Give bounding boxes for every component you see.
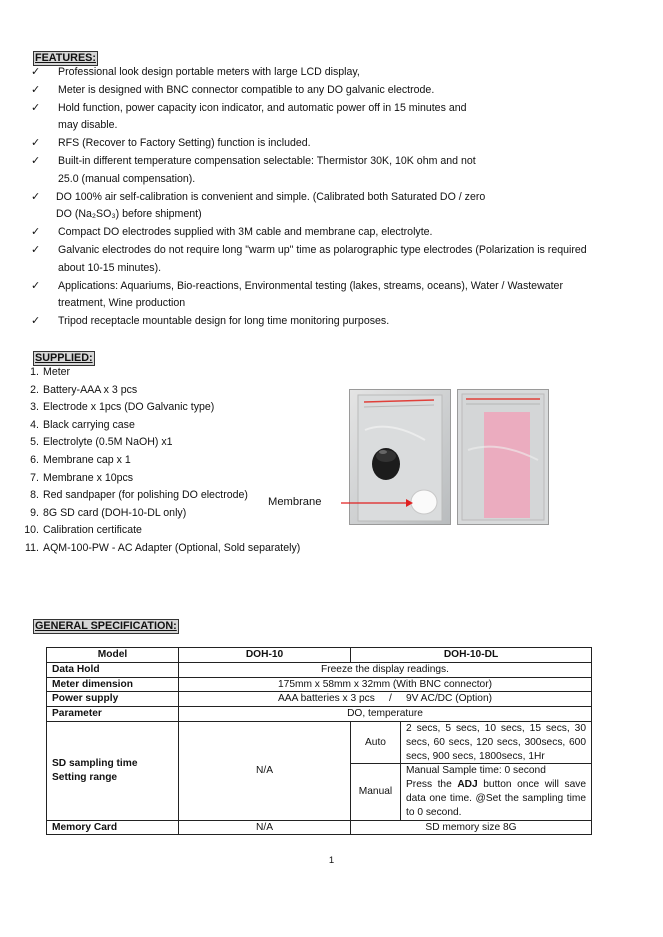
list-item-number: 8. (30, 489, 39, 502)
features-list (33, 64, 633, 331)
feature-text: RFS (Recover to Factory Setting) function is included. (58, 137, 311, 150)
checkmark-icon: ✓ (31, 66, 41, 78)
manual-line1: Manual Sample time: 0 second (406, 765, 546, 777)
list-item-text: Battery-AAA x 3 pcs (43, 383, 138, 396)
sd-sampling-label (47, 721, 179, 820)
feature-text: Built-in different temperature compensation selectable: Thermistor 30K, 10K ohm and not (58, 154, 476, 167)
manual-label: Manual (351, 764, 401, 820)
sd-label-line1: SD sampling time (52, 757, 138, 769)
feature-text: Professional look design portable meters with large LCD display, (58, 66, 360, 78)
list-item-text: Calibration certificate (43, 524, 142, 537)
manual-post: button once will save data one time. @Set the sampling time to 0 second. (406, 779, 586, 818)
membrane-arrow (340, 496, 414, 510)
feature-text-cont: 25.0 (manual compensation). (58, 172, 196, 185)
table-row (47, 707, 592, 722)
manual-pre: Press the (406, 779, 458, 791)
list-item (16, 487, 300, 505)
feature-text: Tripod receptacle mountable design for long time monitoring purposes. (58, 315, 390, 328)
manual-line2 (406, 778, 586, 819)
feature-item (33, 82, 633, 100)
checkmark-icon: ✓ (31, 226, 41, 239)
supplied-list (16, 364, 300, 558)
checkmark-icon: ✓ (31, 315, 41, 328)
feature-text: Meter is designed with BNC connector compatible to any DO galvanic electrode. (58, 83, 435, 96)
header-model: Model (47, 648, 179, 663)
table-row (47, 677, 592, 692)
table-row (47, 692, 592, 707)
table-row (47, 648, 592, 663)
list-item-number: 5. (30, 436, 39, 449)
parameter-value: DO, temperature (179, 707, 592, 722)
checkmark-icon: ✓ (31, 83, 41, 96)
table-row (47, 721, 592, 763)
memory-na: N/A (179, 820, 351, 835)
memory-value: SD memory size 8G (351, 820, 592, 835)
checkmark-icon: ✓ (31, 137, 41, 150)
checkmark-icon: ✓ (31, 101, 41, 114)
page-number: 1 (328, 855, 335, 866)
list-item-number: 7. (30, 471, 39, 484)
feature-text: Applications: Aquariums, Bio-reactions, Environmental testing (lakes, streams, oceans), Water / Wastewater (58, 279, 563, 292)
list-item (16, 540, 300, 558)
feature-text-cont: DO (Na₂SO₃) before shipment) (56, 208, 202, 221)
list-item (16, 364, 300, 382)
sandpaper-bag-image (458, 390, 548, 524)
feature-item (33, 153, 633, 189)
auto-value: 2 secs, 5 secs, 10 secs, 15 secs, 30 secs, 60 secs, 120 secs, 300secs, 600 secs, 900 secs, 1800secs, 1Hr (401, 721, 592, 763)
feature-text-cont: may disable. (58, 119, 118, 132)
list-item (16, 470, 300, 488)
list-item (16, 382, 300, 400)
list-item-number: 2. (30, 383, 39, 396)
list-item-number: 1. (30, 366, 39, 378)
dimension-label: Meter dimension (47, 677, 179, 692)
feature-item (33, 64, 633, 82)
power-value: AAA batteries x 3 pcs / 9V AC/DC (Option) (179, 692, 592, 707)
list-item-number: 6. (30, 453, 39, 466)
list-item-number: 3. (30, 401, 39, 414)
list-item-number: 9. (30, 506, 39, 519)
feature-text-cont: treatment, Wine production (58, 297, 186, 310)
feature-item (33, 189, 633, 225)
list-item-text: Membrane x 10pcs (43, 471, 134, 484)
header-doh10: DOH-10 (179, 648, 351, 663)
list-item (16, 417, 300, 435)
feature-item (33, 278, 633, 314)
data-hold-label: Data Hold (47, 662, 179, 677)
list-item-number: 4. (30, 418, 39, 431)
checkmark-icon: ✓ (31, 190, 41, 203)
spec-table (46, 647, 592, 835)
list-item-number: 11. (25, 541, 39, 554)
table-row (47, 820, 592, 835)
sd-label-line2: Setting range (52, 771, 118, 783)
adj-keyword: ADJ (457, 779, 478, 791)
checkmark-icon: ✓ (31, 154, 41, 167)
power-label: Power supply (47, 692, 179, 707)
list-item-text: Electrolyte (0.5M NaOH) x1 (43, 436, 173, 449)
list-item (16, 505, 300, 523)
dimension-value: 175mm x 58mm x 32mm (With BNC connector) (179, 677, 592, 692)
auto-label: Auto (351, 721, 401, 763)
sandpaper-bag-photo (457, 389, 549, 525)
list-item (16, 434, 300, 452)
list-item-text: Electrode x 1pcs (DO Galvanic type) (43, 401, 215, 414)
feature-text: DO 100% air self-calibration is convenient and simple. (Calibrated both Saturated DO / zero (56, 190, 486, 203)
list-item-text: Meter (43, 366, 71, 378)
list-item (16, 452, 300, 470)
list-item-text: Membrane cap x 1 (43, 453, 131, 466)
list-item (16, 522, 300, 540)
table-row (47, 662, 592, 677)
supplied-heading: SUPPLIED: (35, 352, 93, 364)
list-item (16, 399, 300, 417)
manual-value (401, 764, 592, 820)
features-heading: FEATURES: (35, 52, 96, 64)
list-item-text: AQM-100-PW - AC Adapter (Optional, Sold separately) (43, 541, 301, 554)
sd-sampling-na: N/A (179, 721, 351, 820)
feature-text: Hold function, power capacity icon indicator, and automatic power off in 15 minutes and (58, 101, 467, 114)
list-item-number: 10. (24, 524, 39, 537)
list-item-text: Black carrying case (43, 418, 135, 431)
checkmark-icon: ✓ (31, 243, 41, 256)
memory-label: Memory Card (47, 820, 179, 835)
feature-text: Compact DO electrodes supplied with 3M cable and membrane cap, electrolyte. (58, 226, 433, 239)
feature-item (33, 135, 633, 153)
feature-item (33, 242, 633, 278)
feature-text-cont: about 10-15 minutes). (58, 261, 162, 274)
membrane-label: Membrane (268, 496, 322, 508)
feature-text: Galvanic electrodes do not require long "warm up" time as polarographic type electrodes (Polarization is required (58, 243, 587, 256)
spec-heading: GENERAL SPECIFICATION: (35, 620, 177, 632)
data-hold-value: Freeze the display readings. (179, 662, 592, 677)
list-item-text: 8G SD card (DOH-10-DL only) (43, 506, 187, 519)
feature-item (33, 313, 633, 331)
list-item-text: Red sandpaper (for polishing DO electrode) (43, 489, 248, 502)
parameter-label: Parameter (47, 707, 179, 722)
checkmark-icon: ✓ (31, 279, 41, 292)
feature-item (33, 224, 633, 242)
header-doh10dl: DOH-10-DL (351, 648, 592, 663)
feature-item (33, 100, 633, 136)
